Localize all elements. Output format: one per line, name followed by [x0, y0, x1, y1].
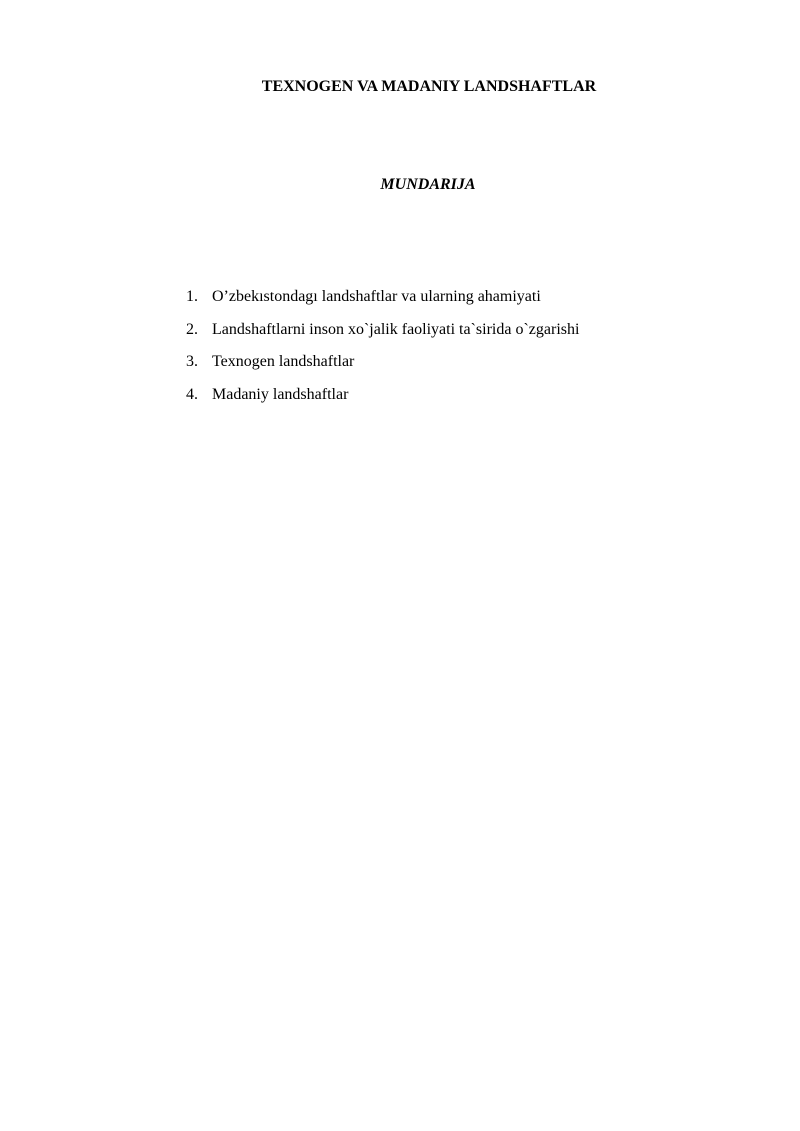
toc-item-number: 3. [186, 353, 198, 370]
toc-item-number: 4. [186, 385, 198, 403]
toc-item [186, 384, 579, 417]
toc-item-text: Landshaftlarni inson xo`jalik faoliyati ta`sirida o`zgarishi [212, 320, 580, 338]
toc-item-text: Texnogen landshaftlar [212, 353, 355, 370]
toc-item [186, 286, 579, 319]
document-title: TEXNOGEN VA MADANIY LANDSHAFTLAR [261, 78, 597, 95]
table-of-contents-list [186, 286, 579, 416]
toc-item-text: Madaniy landshaftlar [212, 385, 349, 403]
toc-item-number: 1. [186, 288, 198, 305]
toc-item-text: O’zbekıstondagı landshaftlar va ularning ahamiyati [212, 288, 541, 305]
toc-item-number: 2. [186, 320, 198, 338]
toc-item [186, 319, 579, 352]
table-of-contents-heading: MUNDARIJA [380, 176, 476, 193]
toc-item [186, 351, 579, 384]
